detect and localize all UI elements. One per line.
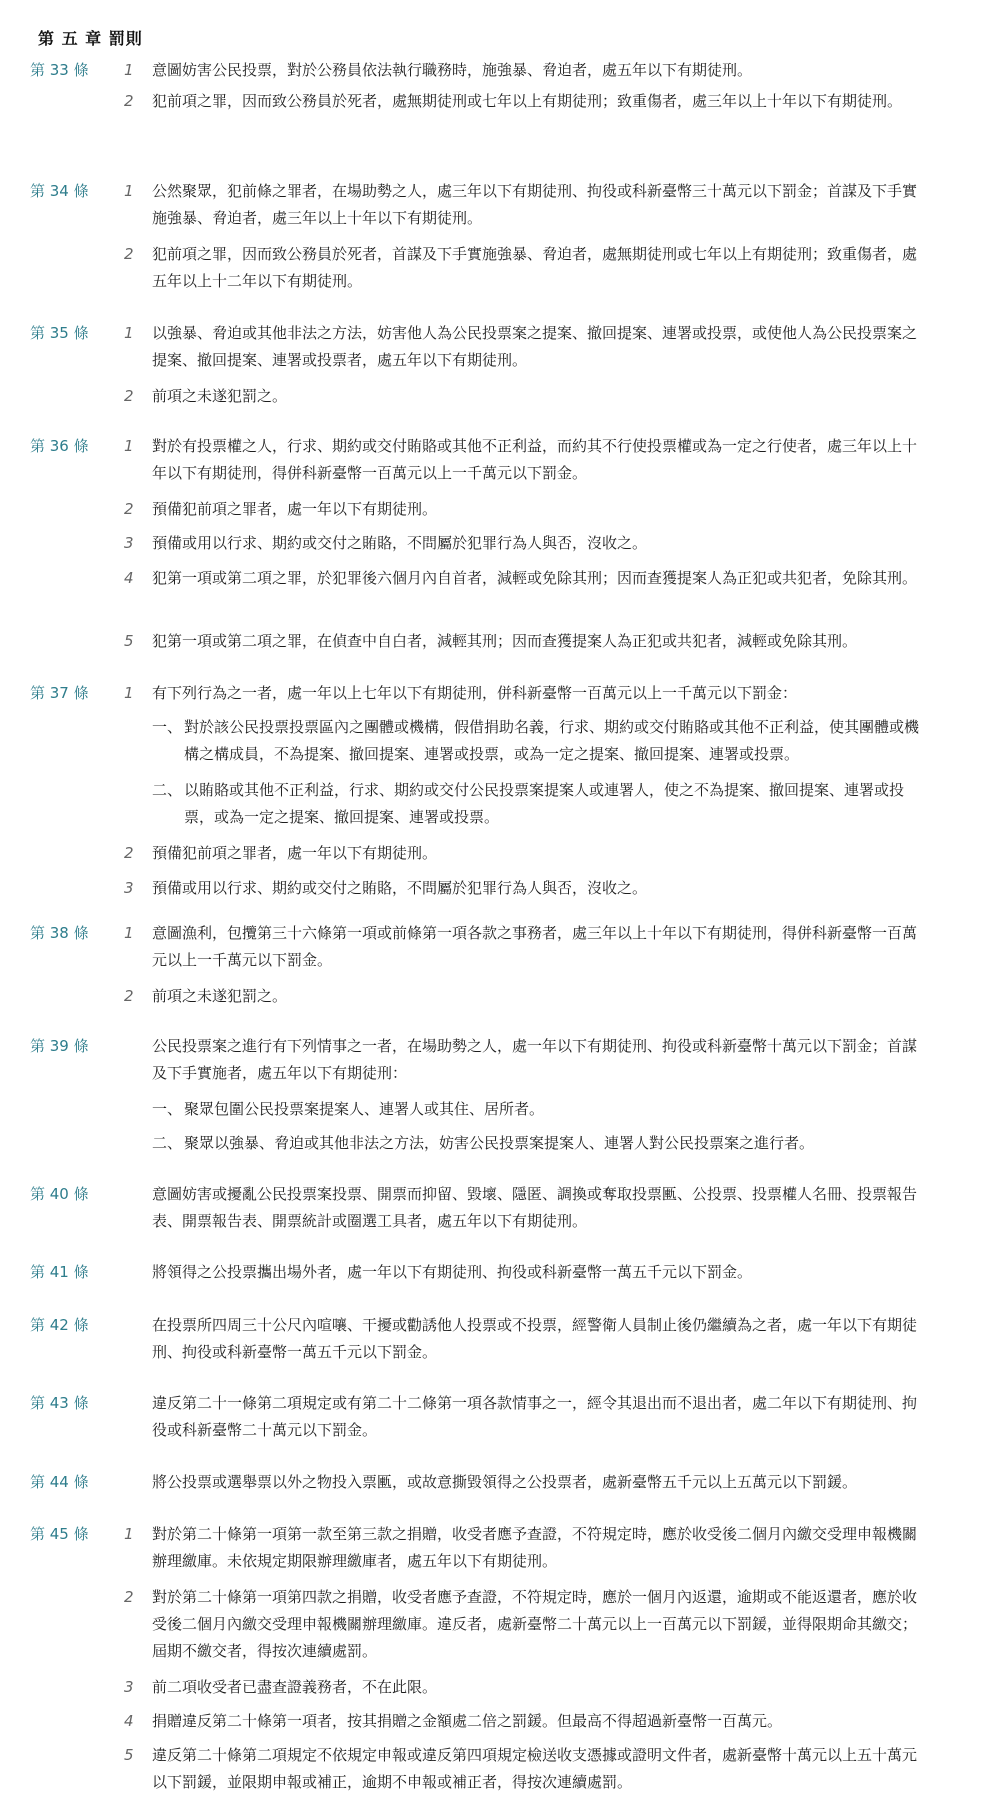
paragraph-number: 1 [124, 684, 134, 702]
article-number[interactable]: 第 40 條 [30, 1185, 89, 1203]
item-text: 對於該公民投票投票區內之團體或機構，假借捐助名義，行求、期約或交付賄賂或其他不正利益，使其團體或機構之構成員，不為提案、撤回提案、連署或投票，或為一定之提案、撤回提案、連署或投票。 [184, 718, 920, 763]
list-item [152, 777, 924, 831]
paragraph-number: 4 [124, 1712, 134, 1730]
paragraph-number: 5 [124, 1746, 134, 1764]
paragraph-text: 預備或用以行求、期約或交付之賄賂，不問屬於犯罪行為人與否，沒收之。 [152, 534, 648, 552]
paragraph-number: 2 [124, 245, 134, 263]
paragraph-text: 預備或用以行求、期約或交付之賄賂，不問屬於犯罪行為人與否，沒收之。 [152, 879, 648, 897]
article-number[interactable]: 第 35 條 [30, 324, 89, 342]
paragraph-number: 1 [124, 924, 134, 942]
paragraph-text: 犯前項之罪，因而致公務員於死者，首謀及下手實施強暴、脅迫者，處無期徒刑或七年以上有期徒刑；致重傷者，處五年以上十二年以下有期徒刑。 [152, 245, 918, 290]
paragraph-text: 前二項收受者已盡查證義務者，不在此限。 [152, 1678, 438, 1696]
article-number[interactable]: 第 44 條 [30, 1473, 89, 1491]
paragraph-text: 將領得之公投票攜出場外者，處一年以下有期徒刑、拘役或科新臺幣一萬五千元以下罰金。 [152, 1263, 753, 1281]
paragraph-text: 違反第二十一條第二項規定或有第二十二條第一項各款情事之一，經令其退出而不退出者，處二年以下有期徒刑、拘役或科新臺幣二十萬元以下罰金。 [152, 1394, 918, 1439]
list-item [152, 714, 924, 768]
paragraph-number: 1 [124, 1525, 134, 1543]
article-number[interactable]: 第 45 條 [30, 1525, 89, 1543]
list-item [152, 1096, 924, 1123]
article-number[interactable]: 第 34 條 [30, 182, 89, 200]
paragraph-number: 2 [124, 987, 134, 1005]
paragraph-text: 預備犯前項之罪者，處一年以下有期徒刑。 [152, 844, 438, 862]
paragraph-text: 捐贈違反第二十條第一項者，按其捐贈之金額處二倍之罰鍰。但最高不得超過新臺幣一百萬元。 [152, 1712, 783, 1730]
paragraph-text: 公民投票案之進行有下列情事之一者，在場助勢之人，處一年以下有期徒刑、拘役或科新臺幣十萬元以下罰金；首謀及下手實施者，處五年以下有期徒刑： [152, 1037, 918, 1082]
paragraph-number: 3 [124, 879, 134, 897]
paragraph-number: 2 [124, 92, 134, 110]
item-text: 聚眾以強暴、脅迫或其他非法之方法，妨害公民投票案提案人、連署人對公民投票案之進行者。 [184, 1134, 815, 1152]
article-number[interactable]: 第 43 條 [30, 1394, 89, 1412]
paragraph-number: 1 [124, 182, 134, 200]
article-number[interactable]: 第 36 條 [30, 437, 89, 455]
paragraph-text: 在投票所四周三十公尺內喧嚷、干擾或勸誘他人投票或不投票，經警衛人員制止後仍繼續為之者，處一年以下有期徒刑、拘役或科新臺幣一萬五千元以下罰金。 [152, 1316, 918, 1361]
paragraph-text: 意圖妨害或擾亂公民投票案投票、開票而抑留、毀壞、隱匿、調換或奪取投票匭、公投票、投票權人名冊、投票報告表、開票報告表、開票統計或圈選工具者，處五年以下有期徒刑。 [152, 1185, 918, 1230]
paragraph-number: 4 [124, 569, 134, 587]
article-number[interactable]: 第 38 條 [30, 924, 89, 942]
paragraph-text: 將公投票或選舉票以外之物投入票匭，或故意撕毀領得之公投票者，處新臺幣五千元以上五萬元以下罰鍰。 [152, 1473, 858, 1491]
paragraph-text: 犯第一項或第二項之罪，在偵查中自白者，減輕其刑；因而查獲提案人為正犯或共犯者，減輕或免除其刑。 [152, 632, 858, 650]
paragraph-text: 對於有投票權之人，行求、期約或交付賄賂或其他不正利益，而約其不行使投票權或為一定之行使者，處三年以上十年以下有期徒刑，得併科新臺幣一百萬元以上一千萬元以下罰金。 [152, 437, 918, 482]
paragraph-text: 前項之未遂犯罰之。 [152, 387, 288, 405]
article-number[interactable]: 第 33 條 [30, 61, 89, 79]
paragraph-number: 3 [124, 1678, 134, 1696]
article-number[interactable]: 第 39 條 [30, 1037, 89, 1055]
paragraph-text: 公然聚眾，犯前條之罪者，在場助勢之人，處三年以下有期徒刑、拘役或科新臺幣三十萬元以下罰金；首謀及下手實施強暴、脅迫者，處三年以上十年以下有期徒刑。 [152, 182, 918, 227]
paragraph-text: 對於第二十條第一項第四款之捐贈，收受者應予查證，不符規定時，應於一個月內返還，逾期或不能返還者，應於收受後二個月內繳交受理申報機關辦理繳庫。違反者，處新臺幣二十萬元以上一百萬元以下罰鍰，並得限期命其繳交；屆期不繳交者，得按次連續處罰。 [152, 1588, 918, 1660]
paragraph-number: 3 [124, 534, 134, 552]
paragraph-text: 意圖漁利，包攬第三十六條第一項或前條第一項各款之事務者，處三年以上十年以下有期徒刑，得併科新臺幣一百萬元以上一千萬元以下罰金。 [152, 924, 918, 969]
paragraph-number: 1 [124, 61, 134, 79]
article-number[interactable]: 第 37 條 [30, 684, 89, 702]
paragraph-number: 1 [124, 324, 134, 342]
item-text: 聚眾包圍公民投票案提案人、連署人或其住、居所者。 [184, 1100, 545, 1118]
paragraph-number: 2 [124, 1588, 134, 1606]
item-text: 以賄賂或其他不正利益，行求、期約或交付公民投票案提案人或連署人，使之不為提案、撤回提案、連署或投票，或為一定之提案、撤回提案、連署或投票。 [184, 781, 905, 826]
paragraph-text: 犯第一項或第二項之罪，於犯罪後六個月內自首者，減輕或免除其刑；因而查獲提案人為正犯或共犯者，免除其刑。 [152, 569, 918, 587]
paragraph-text: 意圖妨害公民投票，對於公務員依法執行職務時，施強暴、脅迫者，處五年以下有期徒刑。 [152, 61, 753, 79]
paragraph-number: 2 [124, 500, 134, 518]
article-number[interactable]: 第 42 條 [30, 1316, 89, 1334]
list-item [152, 1130, 924, 1157]
paragraph-text: 預備犯前項之罪者，處一年以下有期徒刑。 [152, 500, 438, 518]
paragraph-text: 以強暴、脅迫或其他非法之方法，妨害他人為公民投票案之提案、撤回提案、連署或投票，或使他人為公民投票案之提案、撤回提案、連署或投票者，處五年以下有期徒刑。 [152, 324, 918, 369]
paragraph-text: 對於第二十條第一項第一款至第三款之捐贈，收受者應予查證，不符規定時，應於收受後二個月內繳交受理申報機關辦理繳庫。未依規定期限辦理繳庫者，處五年以下有期徒刑。 [152, 1525, 918, 1570]
paragraph-number: 2 [124, 387, 134, 405]
paragraph-number: 1 [124, 437, 134, 455]
paragraph-text: 前項之未遂犯罰之。 [152, 987, 288, 1005]
chapter-title: 第 五 章 罰則 [38, 29, 143, 48]
paragraph-number: 5 [124, 632, 134, 650]
item-number: 二、 [152, 1134, 183, 1152]
paragraph-text: 違反第二十條第二項規定不依規定申報或違反第四項規定檢送收支憑據或證明文件者，處新臺幣十萬元以上五十萬元以下罰鍰，並限期申報或補正，逾期不申報或補正者，得按次連續處罰。 [152, 1746, 918, 1791]
item-number: 一、 [152, 718, 183, 736]
item-number: 一、 [152, 1100, 183, 1118]
item-number: 二、 [152, 781, 183, 799]
paragraph-text: 有下列行為之一者，處一年以上七年以下有期徒刑，併科新臺幣一百萬元以上一千萬元以下罰金： [152, 684, 798, 702]
paragraph-number: 2 [124, 844, 134, 862]
paragraph-text: 犯前項之罪，因而致公務員於死者，處無期徒刑或七年以上有期徒刑；致重傷者，處三年以上十年以下有期徒刑。 [152, 92, 903, 110]
article-number[interactable]: 第 41 條 [30, 1263, 89, 1281]
